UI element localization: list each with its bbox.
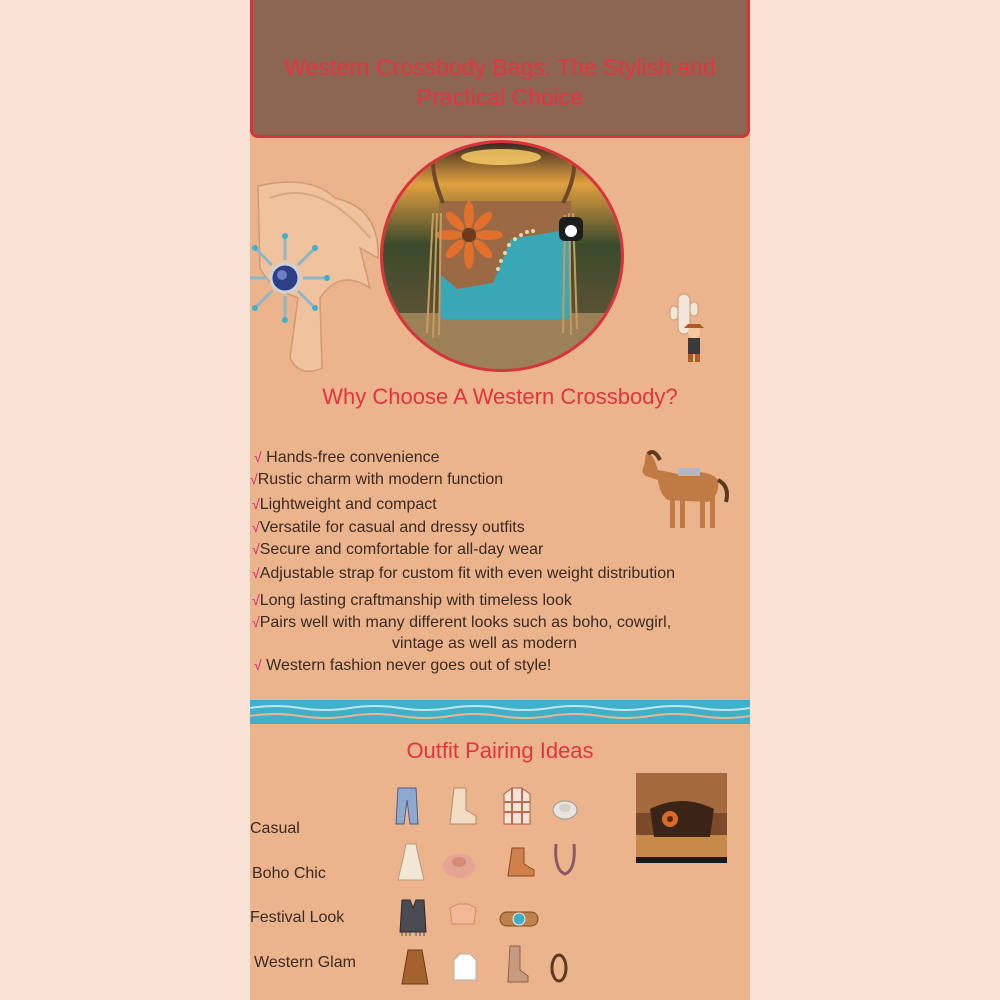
wide-brim-hat-icon [442,846,476,886]
check-icon: √ [254,657,262,673]
concho-decoration [250,178,385,378]
check-icon: √ [254,449,262,465]
horse-icon [638,440,734,535]
outfit-row-label-boho: Boho Chic [252,865,326,882]
cactus-cowgirl-icon [668,288,714,366]
hat-icon [548,790,582,830]
skirt-icon [398,946,432,986]
benefit-item: √Adjustable strap for custom fit with even weight distribution [252,565,675,582]
cowboy-boot-icon [444,786,478,826]
check-icon: √ [252,541,260,557]
benefit-item: √Lightweight and compact [252,496,437,513]
infographic-poster [250,0,750,1000]
hero-bag-image [380,140,624,372]
wave-divider [250,700,750,724]
check-icon: √ [252,565,260,581]
plaid-shirt-icon [500,786,534,826]
check-icon: √ [252,614,260,630]
check-icon: √ [252,519,260,535]
outfit-row-label-glam: Western Glam [254,954,356,971]
necklace-icon [548,840,582,880]
benefit-item: √Pairs well with many different looks such as boho, cowgirl, [252,614,672,631]
benefit-item: √Secure and comfortable for all-day wear [252,541,544,558]
check-icon: √ [252,496,260,512]
title-banner [250,0,750,138]
white-top-icon [448,948,482,988]
jeans-icon [390,786,424,826]
bag-on-table-photo [636,773,727,863]
outfit-row-label-festival: Festival Look [250,909,345,926]
outfit-section-title: Outfit Pairing Ideas [406,738,594,763]
benefit-item: √Long lasting craftmanship with timeless look [252,592,572,609]
belt-icon [498,900,540,940]
fringe-vest-icon [396,896,430,936]
benefit-item: √ Hands-free convenience [254,449,440,466]
check-icon: √ [252,592,260,608]
crop-top-icon [446,898,480,938]
bracelet-icon [542,948,576,988]
dress-icon [394,842,428,882]
tall-boot-icon [500,944,534,984]
benefit-item-continued: vintage as well as modern [392,635,577,652]
benefit-item: √ Western fashion never goes out of style! [254,657,552,674]
page-title: Western Crossbody Bags: The Stylish and Practical Choice [284,53,716,110]
why-section-title: Why Choose A Western Crossbody? [322,384,678,409]
benefit-item: √Rustic charm with modern function [250,471,504,488]
check-icon: √ [250,471,258,487]
benefit-item: √Versatile for casual and dressy outfits [252,519,525,536]
ankle-boot-icon [502,842,536,882]
outfit-row-label-casual: Casual [250,820,300,837]
